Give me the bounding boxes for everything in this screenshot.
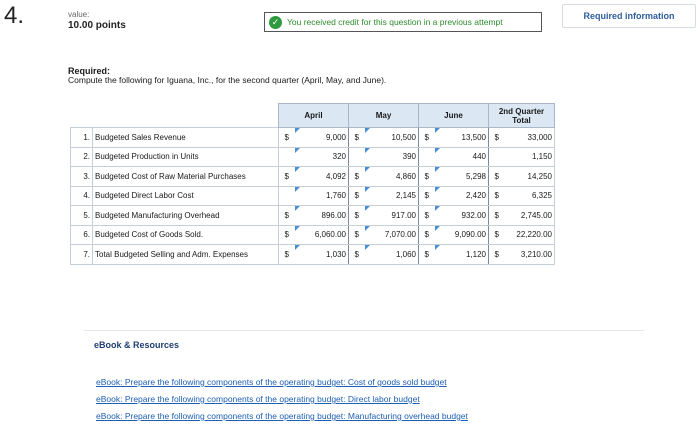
total-cell: 6,325: [505, 186, 555, 206]
table-row: [71, 225, 555, 245]
row-label: Total Budgeted Selling and Adm. Expenses: [93, 245, 279, 265]
row-label: Budgeted Manufacturing Overhead: [93, 206, 279, 226]
currency-symbol: $: [279, 245, 295, 265]
currency-symbol: $: [419, 128, 435, 148]
row-number: 5.: [71, 206, 93, 226]
answer-input[interactable]: 896.00: [295, 206, 349, 226]
column-header-may: May: [349, 104, 419, 128]
row-number: 4.: [71, 186, 93, 206]
answer-input[interactable]: 9,090.00: [435, 225, 489, 245]
table-header-row: [71, 104, 555, 128]
currency-symbol: $: [489, 186, 505, 206]
row-label: Budgeted Cost of Raw Material Purchases: [93, 167, 279, 187]
answer-input[interactable]: 1,120: [435, 245, 489, 265]
column-header-april: April: [279, 104, 349, 128]
total-cell: 33,000: [505, 128, 555, 148]
answer-input[interactable]: 10,500: [365, 128, 419, 148]
answer-input[interactable]: 4,092: [295, 167, 349, 187]
table-row: [71, 167, 555, 187]
currency-symbol: $: [489, 206, 505, 226]
row-number: 3.: [71, 167, 93, 187]
answer-input[interactable]: 6,060.00: [295, 225, 349, 245]
currency-symbol: $: [419, 206, 435, 226]
currency-symbol: $: [279, 225, 295, 245]
header-blank: [71, 104, 93, 128]
table-row: [71, 206, 555, 226]
currency-symbol: [279, 147, 295, 167]
row-label: Budgeted Production in Units: [93, 147, 279, 167]
ebook-title: eBook & Resources: [94, 340, 180, 350]
answer-input[interactable]: 390: [365, 147, 419, 167]
currency-symbol: $: [419, 245, 435, 265]
credit-banner: [264, 12, 542, 32]
currency-symbol: $: [279, 206, 295, 226]
required-information-button[interactable]: Required information: [562, 4, 696, 28]
answer-input[interactable]: 932.00: [435, 206, 489, 226]
currency-symbol: [489, 147, 505, 167]
ebook-links: [96, 374, 468, 425]
column-header-quarter-total: 2nd Quarter Total: [489, 104, 555, 128]
points-value: 10.00 points: [68, 20, 126, 31]
row-label: Budgeted Sales Revenue: [93, 128, 279, 148]
currency-symbol: $: [419, 186, 435, 206]
answer-input[interactable]: 1,030: [295, 245, 349, 265]
currency-symbol: $: [279, 128, 295, 148]
total-cell: 22,220.00: [505, 225, 555, 245]
row-number: 7.: [71, 245, 93, 265]
currency-symbol: $: [419, 167, 435, 187]
currency-symbol: $: [349, 167, 365, 187]
table-row: [71, 245, 555, 265]
currency-symbol: [349, 147, 365, 167]
answer-input[interactable]: 2,420: [435, 186, 489, 206]
currency-symbol: $: [489, 128, 505, 148]
answer-input[interactable]: 917.00: [365, 206, 419, 226]
row-label: Budgeted Cost of Goods Sold.: [93, 225, 279, 245]
column-header-june: June: [419, 104, 489, 128]
ebook-link-manufacturing-overhead[interactable]: eBook: Prepare the following components of the operating budget: Manufacturing overhead budget: [96, 411, 468, 421]
ebook-link-cogs[interactable]: eBook: Prepare the following components of the operating budget: Cost of goods sold budget: [96, 377, 447, 387]
budget-table: [70, 103, 555, 265]
credit-message: You received credit for this question in a previous attempt: [287, 17, 503, 27]
row-number: 1.: [71, 128, 93, 148]
answer-input[interactable]: 13,500: [435, 128, 489, 148]
question-number: 4.: [4, 2, 25, 29]
table-row: [71, 147, 555, 167]
row-label: Budgeted Direct Labor Cost: [93, 186, 279, 206]
checkmark-icon: ✓: [269, 16, 282, 29]
answer-input[interactable]: 320: [295, 147, 349, 167]
instruction-text: Compute the following for Iguana, Inc., for the second quarter (April, May, and June).: [68, 75, 387, 85]
required-heading: Required:: [68, 66, 111, 76]
answer-input[interactable]: 7,070.00: [365, 225, 419, 245]
currency-symbol: [419, 147, 435, 167]
answer-input[interactable]: 4,860: [365, 167, 419, 187]
currency-symbol: $: [279, 167, 295, 187]
total-cell: 1,150: [505, 147, 555, 167]
value-label: value:: [68, 10, 90, 19]
currency-symbol: $: [349, 128, 365, 148]
currency-symbol: $: [349, 206, 365, 226]
currency-symbol: $: [489, 167, 505, 187]
answer-input[interactable]: 1,060: [365, 245, 419, 265]
row-number: 2.: [71, 147, 93, 167]
currency-symbol: $: [349, 225, 365, 245]
currency-symbol: $: [419, 225, 435, 245]
table-row: [71, 186, 555, 206]
total-cell: 2,745.00: [505, 206, 555, 226]
answer-input[interactable]: 440: [435, 147, 489, 167]
currency-symbol: $: [349, 186, 365, 206]
currency-symbol: $: [349, 245, 365, 265]
currency-symbol: [279, 186, 295, 206]
row-number: 6.: [71, 225, 93, 245]
answer-input[interactable]: 2,145: [365, 186, 419, 206]
ebook-link-direct-labor[interactable]: eBook: Prepare the following components of the operating budget: Direct labor budget: [96, 394, 420, 404]
header-blank: [93, 104, 279, 128]
answer-input[interactable]: 1,760: [295, 186, 349, 206]
answer-input[interactable]: 9,000: [295, 128, 349, 148]
answer-input[interactable]: 5,298: [435, 167, 489, 187]
total-cell: 3,210.00: [505, 245, 555, 265]
table-row: [71, 128, 555, 148]
total-cell: 14,250: [505, 167, 555, 187]
currency-symbol: $: [489, 225, 505, 245]
currency-symbol: $: [489, 245, 505, 265]
